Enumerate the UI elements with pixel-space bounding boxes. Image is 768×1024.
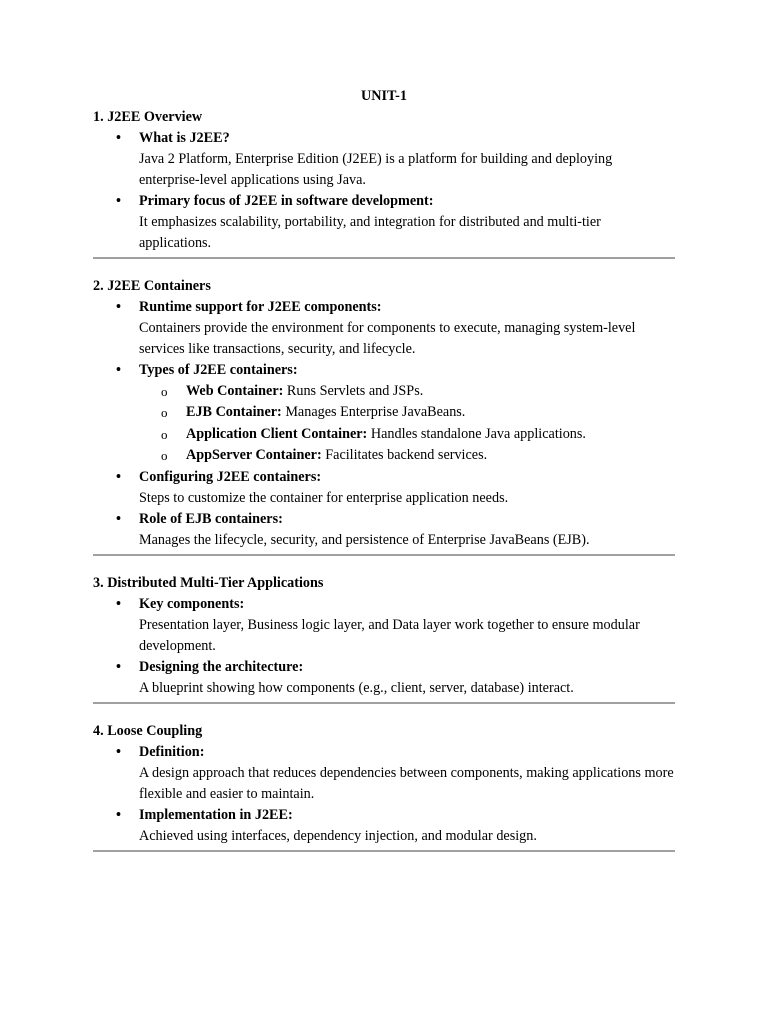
list-item [93,467,675,509]
sub-item-desc: Handles standalone Java applications. [367,425,586,442]
sub-list-item [139,424,675,445]
list-item [93,128,675,191]
bullet-icon: • [116,299,121,315]
item-text: Steps to customize the container for enterprise application needs. [139,489,509,506]
item-title: Definition: [139,743,205,760]
bullet-icon: • [116,595,121,612]
list-item [93,594,675,657]
sub-list [139,381,675,467]
section-heading: 3. Distributed Multi-Tier Applications [93,574,324,591]
circle-bullet-icon: o [161,448,168,464]
list-item [93,360,675,467]
sub-list-item [139,381,675,402]
item-title: Designing the architecture: [139,658,304,675]
item-title: Key components: [139,595,245,612]
sub-item-term: Application Client Container: [186,425,368,442]
sub-item-desc: Manages Enterprise JavaBeans. [281,404,466,421]
list-item [93,805,675,847]
unit-title: UNIT-1 [361,88,407,104]
section-heading: 4. Loose Coupling [93,722,203,739]
bullet-icon: • [116,468,121,485]
sub-item-desc: Facilitates backend services. [321,447,488,464]
list-item [93,509,675,551]
section-heading: 1. J2EE Overview [93,109,203,125]
bullet-icon: • [116,362,121,378]
circle-bullet-icon: o [161,426,168,442]
section-distributed-multi-tier [93,573,675,704]
item-text: Java 2 Platform, Enterprise Edition (J2EE) is a platform for building and deploying enterprise-level applications using Java. [139,151,613,188]
bullet-icon: • [116,510,121,527]
item-title: Types of J2EE containers: [139,362,298,378]
sub-item-term: Web Container: [186,383,284,399]
item-text: Achieved using interfaces, dependency injection, and modular design. [139,827,537,844]
sub-item-term: EJB Container: [186,404,282,421]
sub-list-item [139,445,675,466]
list-item [93,742,675,805]
item-title: Implementation in J2EE: [139,806,293,823]
list-item [93,297,675,360]
list-item [93,657,675,699]
section-j2ee-overview [93,107,675,259]
bullet-list [93,742,675,847]
bullet-icon: • [116,743,121,760]
item-text: Presentation layer, Business logic layer, and Data layer work together to ensure modular development. [139,616,640,654]
bullet-icon: • [116,658,121,675]
bullet-list [93,128,675,254]
section-divider [93,850,675,852]
sub-item-term: AppServer Container: [186,447,322,464]
item-text: Containers provide the environment for components to execute, managing system-level services like transactions, security, and lifecycle. [139,320,636,357]
item-text: A blueprint showing how components (e.g., client, server, database) interact. [139,679,574,696]
item-title: What is J2EE? [139,130,230,146]
section-heading: 2. J2EE Containers [93,278,211,294]
item-text: It emphasizes scalability, portability, and integration for distributed and multi-tier applications. [139,214,601,251]
bullet-list [93,594,675,699]
bullet-icon: • [116,806,121,823]
item-text: A design approach that reduces dependencies between components, making applications more flexible and easier to maintain. [139,764,674,802]
item-title: Role of EJB containers: [139,510,283,527]
bullet-icon: • [116,193,121,209]
item-title: Primary focus of J2EE in software development: [139,193,434,209]
sub-item-desc: Runs Servlets and JSPs. [283,383,424,399]
circle-bullet-icon: o [161,384,168,399]
document-page [93,86,675,852]
section-loose-coupling [93,721,675,852]
list-item [93,191,675,254]
item-title: Runtime support for J2EE components: [139,299,382,315]
circle-bullet-icon: o [161,405,168,421]
bullet-list [93,297,675,551]
section-j2ee-containers [93,276,675,556]
item-text: Manages the lifecycle, security, and persistence of Enterprise JavaBeans (EJB). [139,531,590,548]
item-title: Configuring J2EE containers: [139,468,322,485]
bullet-icon: • [116,130,121,146]
sub-list-item [139,402,675,423]
